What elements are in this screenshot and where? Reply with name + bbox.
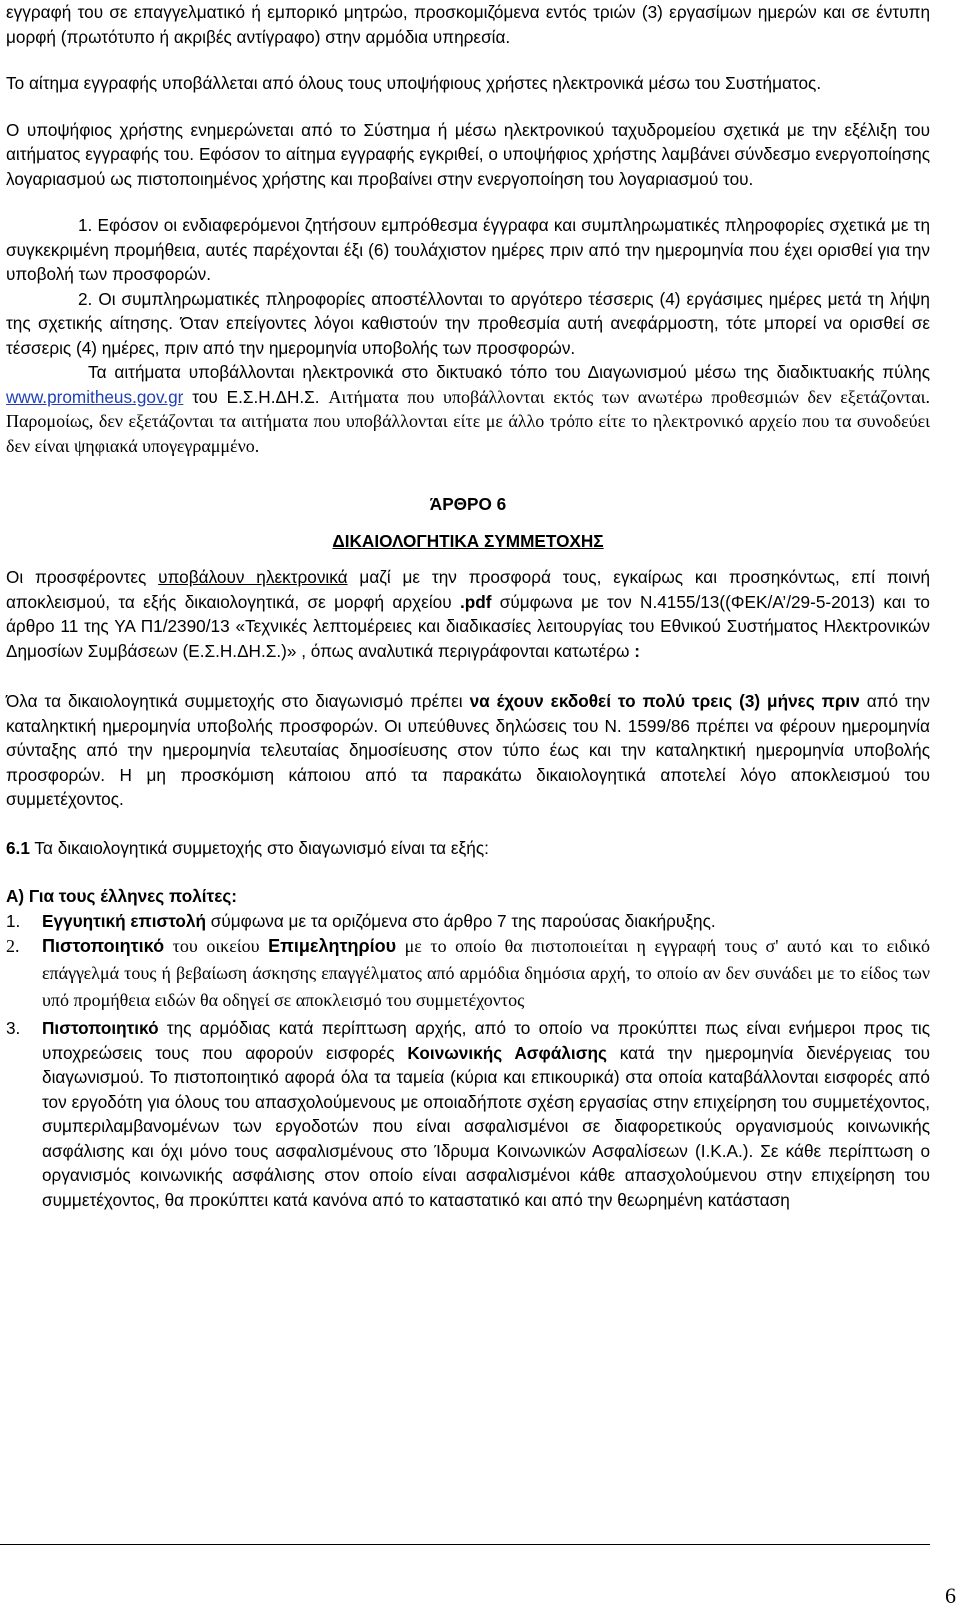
pdf-format-text: .pdf bbox=[459, 591, 492, 612]
paragraph-docs-validity bbox=[6, 689, 930, 812]
list-number: 2. bbox=[6, 936, 20, 956]
list-item-bold: Πιστοποιητικό bbox=[42, 936, 165, 956]
list-item-bold: Εγγυητική επιστολή bbox=[42, 910, 206, 931]
list-item-text-2: κατά την ημερομηνία διενέργειας του διαγωνισμού. Το πιστοποιητικό αφορά όλα τα ταμεία (κύρια και επικουρικά) στα οποία καταβάλλονται εισφορές από τον εργοδότη για όλους του απασχολούμενους με οποιαδήποτε σχέση εργασίας στην επιχείρηση του συμμετέχοντος, συμπεριλαμβανομένων των εργοδοτών που είναι ασφαλισμένοι σε διαφορετικούς οργανισμούς κοινωνικής ασφάλισης και όχι μόνο τους ασφαλισμένους στο Ίδρυμα Κοινωνικών Ασφαλίσεων (Ι.Κ.Α.). Σε κάθε περίπτωση ο οργανισμός κοινωνικής ασφάλισης στον οποίο είναι ασφαλισμένοι κάθε απασχολούμενου στην επιχείρηση του συμμετέχοντος, θα προκύπτει κατά κανόνα από το καταστατικό και από την θεωρημένη κατάσταση bbox=[42, 1042, 930, 1210]
page-number: 6 bbox=[945, 1583, 956, 1608]
paragraph-bidders-submit bbox=[6, 565, 930, 663]
requests-text-deadlines: Αιτήματα που υποβάλλονται εκτός των ανωτέρω προθεσμιών δεν εξετάζονται. Παρομοίως, δεν εξετάζονται τα αιτήματα που υποβάλλονται είτε με άλλο τρόπο είτε το ηλεκτρονικό αρχείο που τα συνοδεύει δεν είναι ψηφιακά υπογεγραμμένο. bbox=[6, 386, 930, 456]
list-item-bold-2: Επιμελητηρίου bbox=[268, 936, 397, 956]
bidders-text-2: μαζί με την προσφορά τους, εγκαίρως και προσηκόντως, επί ποινή αποκλεισμού, τα εξής δικαιολογητικά, σε μορφή αρχείου bbox=[6, 567, 931, 612]
bidders-text-3: σύμφωνα με τον Ν.4155/13((ΦΕΚ/Α’/29-5-2013) και το άρθρο 11 της ΥΑ Π1/2390/13 «Τεχνικές λεπτομέρειες και διαδικασίες λειτουργίας του Εθνικού Συστήματος Ηλεκτρονικών Δημοσίων Συμβάσεων (Ε.Σ.Η.ΔΗ.Σ.)» , όπως αναλυτικά περιγράφονται κατωτέρω bbox=[6, 591, 930, 661]
docs-validity-text: Όλα τα δικαιολογητικά συμμετοχής στο διαγωνισμό πρέπει bbox=[6, 691, 470, 711]
docs-validity-bold: να έχουν εκδοθεί το πολύ τρεις (3) μήνες πριν bbox=[469, 691, 860, 711]
section-text: Τα δικαιολογητικά συμμετοχής στο διαγωνισμό είναι τα εξής: bbox=[29, 837, 489, 858]
footer-divider bbox=[0, 1544, 930, 1545]
list-item-1 bbox=[6, 909, 930, 934]
list-number: 3. bbox=[6, 1018, 21, 1038]
requests-text-agency: του Ε.Σ.Η.ΔΗ.Σ. bbox=[183, 386, 329, 407]
list-item-2 bbox=[6, 933, 930, 1014]
list-item-bold-2: Κοινωνικής Ασφάλισης bbox=[407, 1042, 607, 1063]
list-item-text: της αρμόδιας κατά περίπτωση αρχής, από το οποίο να προκύπτει πως είναι ενήμεροι προς τις υποχρεώσεις τους που αφορούν εισφορές bbox=[42, 1018, 930, 1063]
article-heading: ΆΡΘΡΟ 6 bbox=[429, 494, 507, 514]
list-number: 1. bbox=[6, 910, 21, 931]
paragraph-registration-docs: εγγραφή του σε επαγγελματικό ή εμπορικό μητρώο, προσκομιζόμενα εντός τριών (3) εργασίμων ημερών και σε έντυπη μορφή (πρωτότυπο ή ακριβές αντίγραφο) στην αρμόδια υπηρεσία. bbox=[6, 2, 930, 47]
list-item-text: του οικείου bbox=[164, 936, 269, 956]
colon-mark: : bbox=[634, 640, 640, 661]
section-number: 6.1 bbox=[6, 837, 30, 858]
paragraph-section-6-1 bbox=[6, 836, 930, 861]
submit-electronically-text: υποβάλουν ηλεκτρονικά bbox=[158, 567, 348, 587]
subheading-greek-citizens: Α) Για τους έλληνες πολίτες: bbox=[6, 886, 238, 906]
list-item-text: σύμφωνα με τα οριζόμενα στο άρθρο 7 της παρούσας διακήρυξης. bbox=[206, 910, 716, 931]
list-item-bold: Πιστοποιητικό bbox=[42, 1018, 159, 1038]
list-item-3 bbox=[6, 1016, 930, 1212]
paragraph-item-1: 1. Εφόσον οι ενδιαφερόμενοι ζητήσουν εμπρόθεσμα έγγραφα και συμπληρωματικές πληροφορίες σχετικά με τη συγκεκριμένη προμήθεια, αυτές παρέχονται έξι (6) τουλάχιστον ημέρες πριν από την ημερομηνία που έχει ορισθεί για την υποβολή των προσφορών. bbox=[6, 215, 930, 284]
paragraph-user-notification: Ο υποψήφιος χρήστης ενημερώνεται από το Σύστημα ή μέσω ηλεκτρονικού ταχυδρομείου σχετικά με την εξέλιξη του αιτήματος εγγραφής του. Εφόσον το αίτημα εγγραφής εγκριθεί, ο υποψήφιος χρήστης λαμβάνει σύνδεσμο ενεργοποίησης λογαριασμού ως πιστοποιημένος χρήστης και προβαίνει στην ενεργοποίηση του λογαριασμού του. bbox=[6, 119, 930, 189]
document-page bbox=[6, 0, 930, 1212]
bidders-text: Οι προσφέροντες bbox=[6, 567, 159, 587]
requests-text: Τα αιτήματα υποβάλλονται ηλεκτρονικά στο δικτυακό τόπο του Διαγωνισμού μέσω της διαδικτυακής πύλης bbox=[88, 362, 930, 382]
paragraph-registration-request: Το αίτημα εγγραφής υποβάλλεται από όλους τους υποψήφιους χρήστες ηλεκτρονικά μέσω του Συστήματος. bbox=[6, 73, 822, 93]
docs-validity-text-2: από την καταληκτική ημερομηνία υποβολής προσφορών. Οι υπεύθυνες δηλώσεις του Ν. 1599/86 πρέπει να φέρουν ημερομηνία σύνταξης από την ημερομηνία τελευταίας δημοσίευσης στον τύπο έως και την καταληκτική ημερομηνία υποβολής προσφορών. Η μη προσκόμιση κάποιου από τα παρακάτω δικαιολογητικά αποτελεί λόγο αποκλεισμού του συμμετέχοντος. bbox=[6, 691, 930, 809]
article-title: ΔΙΚΑΙΟΛΟΓΗΤΙΚΑ ΣΥΜΜΕΤΟΧΗΣ bbox=[332, 530, 604, 551]
list-item-text-2: με το οποίο θα πιστοποιείται η εγγραφή τους σ' αυτό και το ειδικό επάγγελμά τους ή βεβαίωση άσκησης επαγγέλματος από αρμόδια δημόσια αρχή, το οποίο αν δεν συνάδει με το είδος των υπό προμήθεια ειδών θα οδηγεί σε αποκλεισμό του συμμετέχοντος bbox=[42, 936, 931, 1010]
promitheus-link[interactable]: www.promitheus.gov.gr bbox=[6, 386, 184, 407]
paragraph-requests-submission bbox=[6, 360, 930, 458]
paragraph-item-2: 2. Οι συμπληρωματικές πληροφορίες αποστέλλονται το αργότερο τέσσερις (4) εργάσιμες ημέρες μετά τη λήψη της σχετικής αίτησης. Όταν επείγοντες λόγοι καθιστούν την προθεσμία αυτή ανεφάρμοστη, τότε μπορεί να ορισθεί σε τέσσερις (4) ημέρες, πριν από την ημερομηνία υποβολής των προσφορών. bbox=[6, 288, 930, 358]
